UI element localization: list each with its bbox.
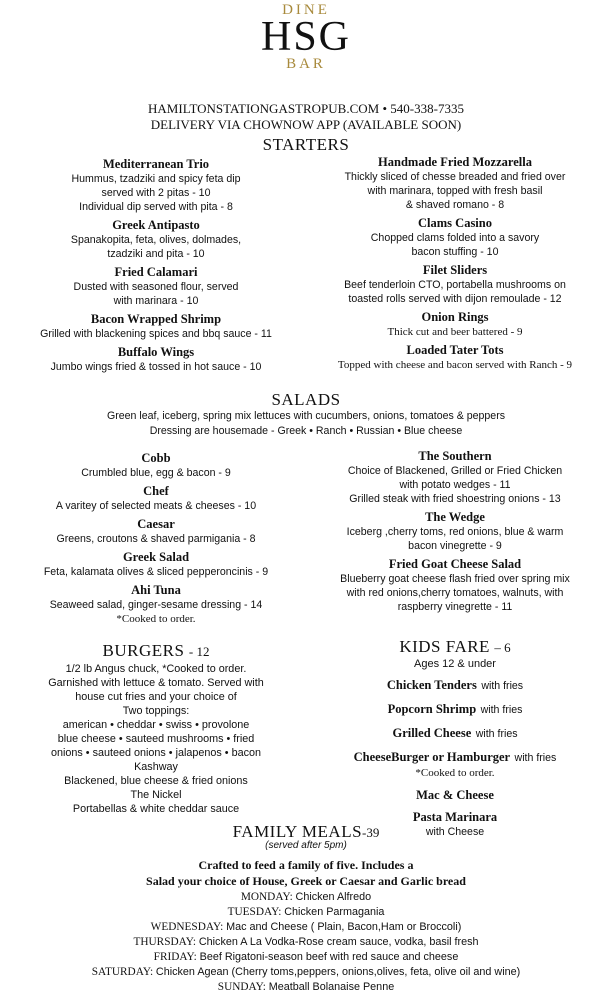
day-label: THURSDAY: <box>133 936 197 948</box>
item-desc: Chopped clams folded into a savory <box>370 232 540 244</box>
burger-line: blue cheese • sauteed mushrooms • fried <box>57 733 255 745</box>
family-title: FAMILY MEALS <box>232 822 363 841</box>
day-meal: Chicken A La Vodka-Rose cream sauce, vodka, basil fresh <box>198 936 479 948</box>
item-desc: Hummus, tzadziki and spicy feta dip <box>71 173 241 185</box>
item-name: The Wedge <box>425 510 485 524</box>
kids-title: KIDS FARE <box>399 637 490 656</box>
menu-item <box>310 216 600 259</box>
menu-item <box>310 557 600 614</box>
starters-left-column <box>20 157 292 378</box>
menu-item <box>20 550 292 579</box>
salads-dressings: Dressing are housemade - Greek • Ranch • Russian • Blue cheese <box>149 425 463 437</box>
logo <box>0 2 612 72</box>
item-name: Clams Casino <box>418 216 492 230</box>
starters-title: STARTERS <box>262 135 350 154</box>
item-desc: Topped with cheese and bacon served with Ranch - 9 <box>337 359 573 371</box>
website-link[interactable]: HAMILTONSTATIONGASTROPUB.COM <box>148 101 380 116</box>
burger-line: Two toppings: <box>122 705 190 717</box>
day-meal: Chicken Agean (Cherry toms,peppers, onions,olives, feta, olive oil and wine) <box>155 966 521 978</box>
family-days <box>0 890 612 995</box>
item-desc: Choice of Blackened, Grilled or Fried Chicken <box>347 465 563 477</box>
day-label: WEDNESDAY: <box>150 921 224 933</box>
salads-title: SALADS <box>271 390 341 409</box>
item-suffix: with fries <box>475 728 518 740</box>
family-intro <box>0 857 612 889</box>
menu-item <box>310 449 600 506</box>
item-desc: Thick cut and beer battered - 9 <box>387 326 523 338</box>
family-day <box>0 890 612 905</box>
item-desc: raspberry vinegrette - 11 <box>397 601 513 613</box>
item-desc: toasted rolls served with dijon remoulade - 12 <box>348 293 562 305</box>
burgers-section <box>20 641 292 816</box>
item-name: Cobb <box>141 451 171 465</box>
family-day <box>0 950 612 965</box>
item-suffix: with fries <box>514 752 557 764</box>
burger-line: Portabellas & white cheddar sauce <box>72 803 240 815</box>
item-desc: Crumbled blue, egg & bacon - 9 <box>81 467 231 479</box>
burger-line: Blackened, blue cheese & fried onions <box>64 775 248 787</box>
item-desc: with potato wedges - 11 <box>399 479 511 491</box>
menu-item <box>20 517 292 546</box>
menu-item <box>310 310 600 339</box>
item-desc: A varitey of selected meats & cheeses - 10 <box>55 500 257 512</box>
item-name: CheeseBurger or Hamburger <box>353 750 511 764</box>
kids-price: – 6 <box>494 640 511 655</box>
kids-item <box>310 676 600 694</box>
kids-item <box>310 786 600 804</box>
burger-line: house cut fries and your choice of <box>75 691 237 703</box>
day-label: FRIDAY: <box>153 951 197 963</box>
item-name: Mediterranean Trio <box>102 157 210 171</box>
item-name: Greek Salad <box>122 550 190 564</box>
separator: • <box>382 101 388 116</box>
day-label: MONDAY: <box>240 891 293 903</box>
day-meal: Mac and Cheese ( Plain, Bacon,Ham or Broccoli) <box>226 921 462 933</box>
item-desc: served with 2 pitas - 10 <box>101 187 211 199</box>
family-intro-line: Salad your choice of House, Greek or Caesar and Garlic bread <box>146 874 466 888</box>
item-desc: Individual dip served with pita - 8 <box>79 201 233 213</box>
burgers-title: BURGERS <box>102 641 185 660</box>
menu-item <box>310 263 600 306</box>
family-day <box>0 965 612 980</box>
logo-bar: BAR <box>286 56 326 72</box>
family-intro-line: Crafted to feed a family of five. Includes a <box>198 858 414 872</box>
salads-left-column <box>20 451 292 630</box>
item-desc: with marinara, topped with fresh basil <box>367 185 543 197</box>
kids-ages: Ages 12 & under <box>414 658 496 670</box>
item-desc: with marinara - 10 <box>113 295 199 307</box>
burger-line: The Nickel <box>130 789 182 801</box>
item-name: Onion Rings <box>421 310 489 324</box>
family-served-note: (served after 5pm) <box>265 840 347 851</box>
item-desc: & shaved romano - 8 <box>405 199 505 211</box>
family-day <box>0 905 612 920</box>
menu-item <box>20 484 292 513</box>
day-meal: Chicken Parmagania <box>284 906 385 918</box>
day-meal: Meatball Bolanaise Penne <box>268 981 395 993</box>
item-desc: Blueberry goat cheese flash fried over spring mix <box>340 573 570 585</box>
menu-item <box>20 265 292 308</box>
kids-section <box>310 637 600 839</box>
salads-right-column <box>310 449 600 618</box>
item-desc: bacon vinegrette - 9 <box>408 540 502 552</box>
item-suffix: with fries <box>480 704 523 716</box>
kids-heading <box>310 637 600 658</box>
family-day <box>0 920 612 935</box>
burger-line: american • cheddar • swiss • provolone <box>62 719 250 731</box>
item-name: Grilled Cheese <box>392 726 472 740</box>
family-price: -39 <box>362 825 380 840</box>
item-name: Mac & Cheese <box>416 788 494 802</box>
menu-item <box>310 155 600 212</box>
burger-line: Garnished with lettuce & tomato. Served with <box>48 677 264 689</box>
salads-intro: Green leaf, iceberg, spring mix lettuces with cucumbers, onions, tomatoes & peppers <box>106 410 506 422</box>
phone-number[interactable]: 540-338-7335 <box>390 101 464 116</box>
item-desc: Iceberg ,cherry toms, red onions, blue & warm <box>346 526 564 538</box>
day-label: SATURDAY: <box>91 966 154 978</box>
menu-item <box>310 343 600 372</box>
kids-item <box>310 700 600 718</box>
menu-item <box>20 451 292 480</box>
logo-dine: DINE <box>282 2 330 18</box>
item-desc: Spanakopita, feta, olives, dolmades, <box>70 234 242 246</box>
item-desc: Feta, kalamata olives & sliced pepperoncinis - 9 <box>43 566 269 578</box>
item-note: with Cheese <box>425 826 485 838</box>
item-desc: bacon stuffing - 10 <box>411 246 499 258</box>
item-name: Fried Calamari <box>114 265 198 279</box>
family-day <box>0 935 612 950</box>
item-note: *Cooked to order. <box>116 613 196 625</box>
item-desc: Dusted with seasoned flour, served <box>73 281 239 293</box>
menu-item <box>310 510 600 553</box>
family-day <box>0 980 612 995</box>
logo-hsg: HSG <box>260 14 352 60</box>
item-name: Caesar <box>137 517 175 531</box>
item-desc: Greens, croutons & shaved parmigania - 8 <box>56 533 256 545</box>
contact-line <box>0 101 612 117</box>
item-desc: Beef tenderloin CTO, portabella mushrooms on <box>344 279 566 291</box>
kids-item <box>310 748 600 780</box>
item-note: *Cooked to order. <box>415 767 495 779</box>
item-name: Buffalo Wings <box>117 345 195 359</box>
starters-right-column <box>310 155 600 376</box>
item-name: Ahi Tuna <box>131 583 181 597</box>
day-label: SUNDAY: <box>217 981 266 993</box>
burgers-heading <box>20 641 292 662</box>
menu-item <box>20 157 292 214</box>
item-desc: Grilled steak with fried shoestring onions - 13 <box>349 493 561 505</box>
item-name: Pasta Marinara <box>412 810 498 824</box>
menu-item <box>20 218 292 261</box>
kids-item <box>310 724 600 742</box>
item-name: Popcorn Shrimp <box>387 702 477 716</box>
menu-item <box>20 583 292 626</box>
item-desc: tzadziki and pita - 10 <box>107 248 205 260</box>
item-desc: with red onions,cherry tomatoes, walnuts, with <box>346 587 564 599</box>
menu-item <box>20 345 292 374</box>
day-meal: Chicken Alfredo <box>295 891 372 903</box>
item-name: Chicken Tenders <box>386 678 477 692</box>
item-suffix: with fries <box>481 680 524 692</box>
item-name: Filet Sliders <box>422 263 488 277</box>
day-meal: Beef Rigatoni-season beef with red sauce and cheese <box>199 951 459 963</box>
burger-line: onions • sauteed onions • jalapenos • bacon <box>50 747 262 759</box>
item-name: Handmade Fried Mozzarella <box>378 155 532 169</box>
item-name: Loaded Tater Tots <box>406 343 504 357</box>
item-name: The Southern <box>418 449 492 463</box>
item-desc: Jumbo wings fried & tossed in hot sauce - 10 <box>50 361 262 373</box>
item-desc: Thickly sliced of chesse breaded and fried over <box>344 171 566 183</box>
item-name: Bacon Wrapped Shrimp <box>90 312 222 326</box>
item-desc: Seaweed salad, ginger-sesame dressing - 14 <box>49 599 263 611</box>
menu-item <box>20 312 292 341</box>
burger-line: Kashway <box>134 761 178 773</box>
item-name: Fried Goat Cheese Salad <box>388 557 522 571</box>
delivery-note: DELIVERY VIA CHOWNOW APP (AVAILABLE SOON) <box>150 117 462 132</box>
item-desc: Grilled with blackening spices and bbq sauce - 11 <box>40 328 272 340</box>
day-label: TUESDAY: <box>227 906 282 918</box>
burger-line: 1/2 lb Angus chuck, *Cooked to order. <box>65 663 247 675</box>
item-name: Chef <box>143 484 169 498</box>
burgers-price: - 12 <box>188 644 210 659</box>
item-name: Greek Antipasto <box>112 218 200 232</box>
